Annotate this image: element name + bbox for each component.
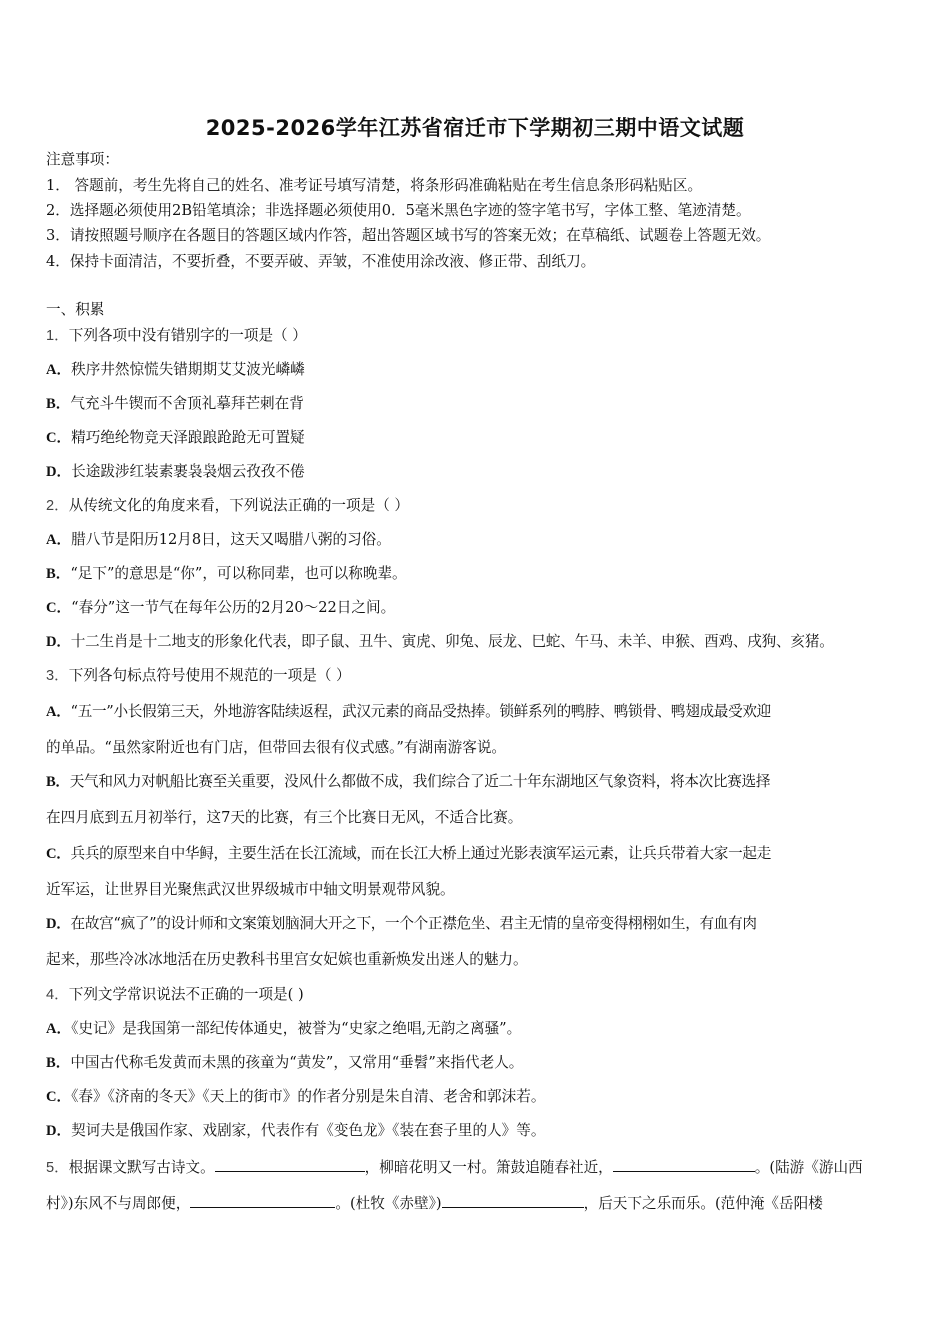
question-number: 2． [46, 498, 69, 514]
option-label: D． [46, 916, 71, 932]
q3-option-d-cont: 起来，那些冷冰冰地活在历史教科书里宫女妃嫔也重新焕发出迷人的魅力。 [46, 951, 528, 968]
q1-option-a [46, 360, 305, 380]
option-text: 兵兵的原型来自中华鲟，主要生活在长江流域，而在长江大桥上通过光影表演军运元素，让兵兵带着大家一起走 [70, 845, 771, 862]
answer-blank[interactable] [190, 1193, 335, 1208]
option-label: C． [46, 1089, 72, 1105]
q3-option-c [46, 844, 771, 864]
option-label: C． [46, 600, 72, 616]
question-3-stem [46, 666, 351, 686]
option-text: “春分”这一节气在每年公历的2月20～22日之间。 [71, 599, 396, 616]
question-number: 1． [46, 328, 69, 344]
q1-option-b [46, 394, 304, 414]
option-text: 《春》《济南的冬天》《天上的街市》的作者分别是朱自清、老舍和郭沫若。 [71, 1088, 546, 1105]
option-label: A． [46, 1021, 72, 1037]
option-label: A． [46, 704, 71, 720]
question-text: 根据课文默写古诗文。 [68, 1159, 215, 1176]
question-text: 下列各项中没有错别字的一项是（ ） [68, 327, 307, 344]
question-number: 5． [46, 1160, 69, 1176]
option-label: C． [46, 430, 72, 446]
q1-option-d [46, 462, 305, 482]
question-5-line-1 [46, 1157, 863, 1178]
q3-option-c-cont: 近军运，让世界目光聚焦武汉世界级城市中轴文明景观带风貌。 [46, 881, 455, 898]
q3-option-b-cont: 在四月底到五月初举行，这7天的比赛，有三个比赛日无风，不适合比赛。 [46, 809, 523, 826]
option-text: 十二生肖是十二地支的形象化代表，即子鼠、丑牛、寅虎、卯兔、辰龙、巳蛇、午马、未羊、申猴、酉鸡、戌狗、亥猪。 [70, 633, 834, 650]
q4-option-c [46, 1087, 545, 1107]
option-label: D． [46, 1123, 72, 1139]
question-2-stem [46, 496, 409, 516]
answer-blank[interactable] [442, 1193, 584, 1208]
question-text: 下列文学常识说法不正确的一项是( ) [68, 986, 304, 1003]
option-label: D． [46, 464, 72, 480]
q3-option-d [46, 914, 757, 934]
option-text: 《史记》是我国第一部纪传体通史，被誉为“史家之绝唱,无韵之离骚”。 [71, 1020, 522, 1037]
question-number: 3． [46, 668, 69, 684]
option-text: “五一”小长假第三天，外地游客陆续返程，武汉元素的商品受热捧。锁鲜系列的鸭脖、鸭锁骨、鸭翅成最受欢迎 [70, 703, 771, 720]
option-text: 气充斗牛锲而不舍顶礼摹拜芒刺在背 [70, 395, 304, 412]
option-text: 精巧绝纶物竞天泽踉踉跄跄无可置疑 [71, 429, 305, 446]
notice-item-4: 4．保持卡面清洁，不要折叠，不要弄破、弄皱，不准使用涂改液、修正带、刮纸刀。 [46, 253, 596, 270]
q3-option-a [46, 702, 771, 722]
q2-option-d [46, 632, 834, 652]
q3-option-a-cont: 的单品。“虽然家附近也有门店，但带回去很有仪式感。”有湖南游客说。 [46, 739, 507, 756]
question-text: 村》)东风不与周郎便， [46, 1195, 191, 1212]
question-text: ，后天下之乐而乐。(范仲淹《岳阳楼 [583, 1195, 823, 1212]
q1-option-c [46, 428, 305, 448]
option-label: A． [46, 362, 72, 378]
option-label: A． [46, 532, 72, 548]
q2-option-b [46, 564, 407, 584]
notice-item-2: 2．选择题必须使用2B铅笔填涂；非选择题必须使用0．5毫米黑色字迹的签字笔书写，字体工整、笔迹清楚。 [46, 202, 751, 219]
question-text: 。(陆游《游山西 [754, 1159, 863, 1176]
q4-option-a [46, 1019, 521, 1039]
option-label: C． [46, 846, 71, 862]
notice-heading: 注意事项： [46, 151, 119, 168]
question-text: 从传统文化的角度来看，下列说法正确的一项是（ ） [68, 497, 410, 514]
question-5-line-2 [46, 1193, 823, 1214]
question-text: 。(杜牧《赤壁》) [335, 1195, 442, 1212]
question-1-stem [46, 326, 307, 346]
question-text: 下列各句标点符号使用不规范的一项是（ ） [68, 667, 351, 684]
question-text: ，柳暗花明又一村。箫鼓追随春社近， [364, 1159, 613, 1176]
option-text: 秩序井然惊慌失错期期艾艾波光嶙嶙 [71, 361, 305, 378]
q4-option-d [46, 1121, 545, 1141]
option-text: 腊八节是阳历12月8日，这天又喝腊八粥的习俗。 [71, 531, 391, 548]
q3-option-b [46, 772, 770, 792]
option-label: B． [46, 396, 71, 412]
question-number: 4． [46, 987, 69, 1003]
notice-item-1: 1． 答题前，考生先将自己的姓名、准考证号填写清楚，将条形码准确粘贴在考生信息条形码粘贴区。 [46, 177, 703, 194]
option-text: 天气和风力对帆船比赛至关重要，没风什么都做不成，我们综合了近二十年东湖地区气象资料，将本次比赛选择 [69, 773, 771, 790]
option-label: D． [46, 634, 71, 650]
option-label: B． [46, 566, 71, 582]
page-title: 2025-2026学年江苏省宿迁市下学期初三期中语文试题 [205, 116, 745, 140]
option-text: 中国古代称毛发黄而未黑的孩童为“黄发”，又常用“垂髫”来指代老人。 [70, 1054, 524, 1071]
q2-option-a [46, 530, 391, 550]
q2-option-c [46, 598, 395, 618]
option-text: 长途跋涉红装素裹袅袅烟云孜孜不倦 [71, 463, 305, 480]
question-4-stem [46, 985, 304, 1005]
section-heading: 一、积累 [46, 301, 105, 318]
option-label: B． [46, 1055, 71, 1071]
answer-blank[interactable] [613, 1157, 755, 1172]
answer-blank[interactable] [215, 1157, 365, 1172]
option-text: 契诃夫是俄国作家、戏剧家，代表作有《变色龙》《装在套子里的人》等。 [71, 1122, 546, 1139]
notice-item-3: 3．请按照题号顺序在各题目的答题区域内作答，超出答题区域书写的答案无效；在草稿纸、试题卷上答题无效。 [46, 227, 771, 244]
q4-option-b [46, 1053, 523, 1073]
option-label: B． [46, 774, 70, 790]
option-text: 在故宫“疯了”的设计师和文案策划脑洞大开之下，一个个正襟危坐、君主无情的皇帝变得栩栩如生，有血有肉 [70, 915, 757, 932]
option-text: “足下”的意思是“你”，可以称同辈，也可以称晚辈。 [70, 565, 407, 582]
